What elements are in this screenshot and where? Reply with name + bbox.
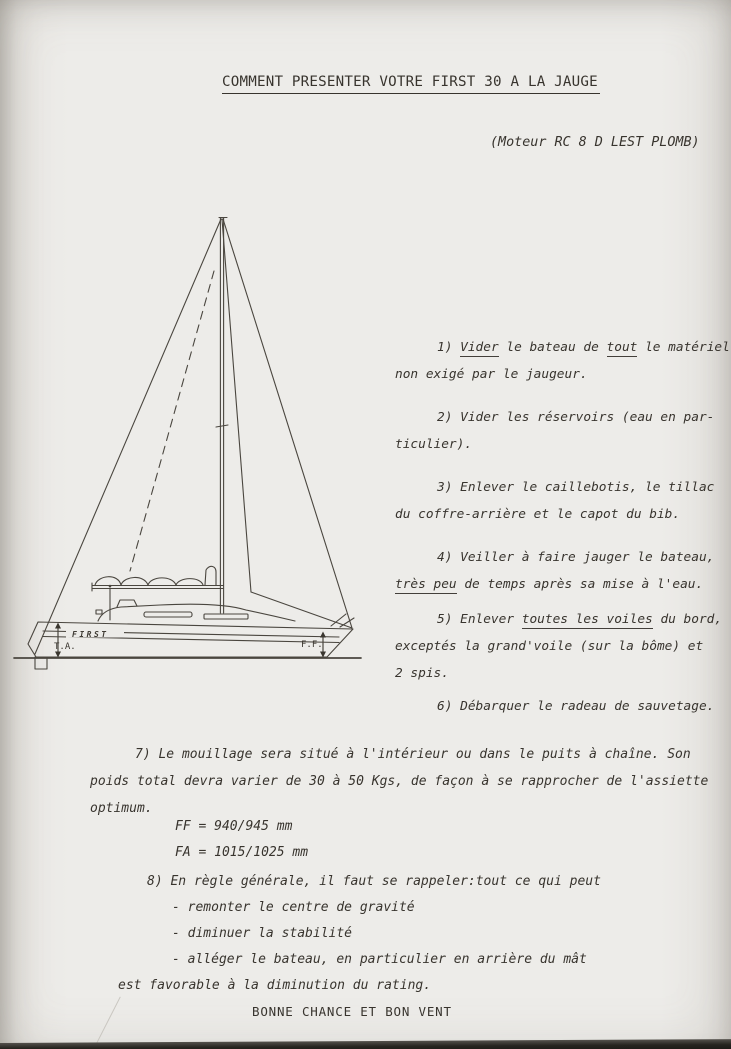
- text-line: [395, 544, 714, 571]
- text-segment: exceptés la grand'voile (sur la bôme) et: [395, 639, 704, 654]
- text-segment: 5) Enlever: [437, 612, 522, 627]
- boat-name-label: FIRST: [72, 630, 109, 639]
- text-segment: 7) Le mouillage sera situé à l'intérieur ou dans le puits à chaîne. Son: [135, 747, 691, 762]
- bow-measure-label: F.F.: [301, 640, 323, 650]
- text-line: [395, 334, 730, 361]
- page-title-text: COMMENT PRESENTER VOTRE FIRST 30 A LA JAUGE: [222, 74, 600, 94]
- genoa-foot: [251, 592, 352, 628]
- text-segment: - alléger le bateau, en particulier en arrière du mât: [172, 952, 587, 967]
- text-segment: du bord,: [652, 612, 723, 627]
- text-segment: 2 spis.: [395, 666, 449, 681]
- text-line: [395, 404, 714, 431]
- arrowhead: [320, 632, 326, 638]
- text-segment: 2) Vider les réservoirs (eau en par-: [437, 410, 715, 425]
- text-segment: 3) Enlever le caillebotis, le tillac: [437, 480, 715, 495]
- arrowhead: [55, 623, 61, 629]
- text-line: [395, 571, 714, 598]
- text-segment: 8) En règle générale, il faut se rappeler:tout ce qui peut: [147, 874, 601, 889]
- item-3: [395, 474, 714, 528]
- text-segment: de temps après sa mise à l'eau.: [456, 577, 704, 592]
- text-line: [395, 660, 722, 687]
- text-line: [395, 633, 722, 660]
- text-segment: 1): [437, 340, 461, 355]
- text-line: [395, 361, 730, 388]
- text-segment: 4) Veiller à faire jauger le bateau,: [437, 550, 715, 565]
- text-line: [395, 474, 714, 501]
- text-line: [118, 895, 601, 921]
- text-line: [118, 921, 601, 947]
- first30-sailplan-drawing: [8, 193, 378, 683]
- text-segment: tout: [606, 340, 638, 355]
- text-line: [118, 947, 601, 973]
- text-line: [90, 768, 708, 795]
- text-segment: - remonter le centre de gravité: [172, 900, 415, 915]
- item-2: [395, 404, 714, 458]
- text-segment: ticulier).: [395, 437, 473, 452]
- ff-measurement: FF = 940/945 mm: [175, 819, 293, 834]
- text-line: [395, 431, 714, 458]
- text-segment: le matériel: [637, 340, 730, 355]
- forestay: [223, 219, 352, 628]
- text-line: [118, 973, 601, 999]
- text-segment: poids total devra varier de 30 à 50 Kgs, de façon à se rapprocher de l'assiette: [90, 774, 709, 789]
- text-line: [395, 693, 714, 720]
- text-segment: - diminuer la stabilité: [172, 926, 353, 941]
- mainsail-luff-dashed: [130, 271, 214, 571]
- item-5: [395, 606, 722, 687]
- text-segment: le bateau de: [498, 340, 607, 355]
- closing-line: BONNE CHANCE ET BON VENT: [252, 1004, 452, 1019]
- cabin-coachroof: [98, 604, 295, 621]
- engine-note: (Moteur RC 8 D LEST PLOMB): [490, 135, 700, 150]
- furled-sail-head: [205, 566, 216, 585]
- cabin-window: [144, 612, 192, 617]
- paper-crease: [96, 997, 120, 1044]
- rig-group: [35, 218, 352, 655]
- item-6: [395, 693, 714, 720]
- staff-knob: [109, 585, 112, 588]
- item-8: [118, 869, 601, 999]
- scan-edge-bar: [0, 1039, 731, 1049]
- page-title: [222, 74, 600, 90]
- text-segment: non exigé par le jaugeur.: [395, 367, 588, 382]
- text-line: [118, 869, 601, 895]
- text-segment: 6) Débarquer le radeau de sauvetage.: [437, 699, 715, 714]
- fa-measurement: FA = 1015/1025 mm: [175, 845, 309, 860]
- text-segment: optimum.: [90, 801, 153, 816]
- stern-measure-label: T.A.: [54, 642, 76, 652]
- item-1: [395, 334, 730, 388]
- mast-joint-mark: [216, 425, 228, 427]
- item-4: [395, 544, 714, 598]
- genoa-leech: [222, 219, 251, 592]
- text-line: [90, 741, 708, 768]
- text-segment: très peu: [395, 577, 457, 592]
- deck-hatch: [204, 614, 248, 619]
- text-segment: Vider: [460, 340, 499, 355]
- furled-mainsail-scallops: [95, 577, 203, 585]
- text-segment: toutes les voiles: [521, 612, 653, 627]
- text-segment: du coffre-arrière et le capot du bib.: [395, 507, 681, 522]
- text-line: [395, 606, 722, 633]
- item-7: [90, 741, 708, 822]
- text-line: [395, 501, 714, 528]
- measurements-block: [175, 814, 308, 866]
- text-segment: est favorable à la diminution du rating.: [118, 978, 432, 993]
- winch: [96, 610, 102, 614]
